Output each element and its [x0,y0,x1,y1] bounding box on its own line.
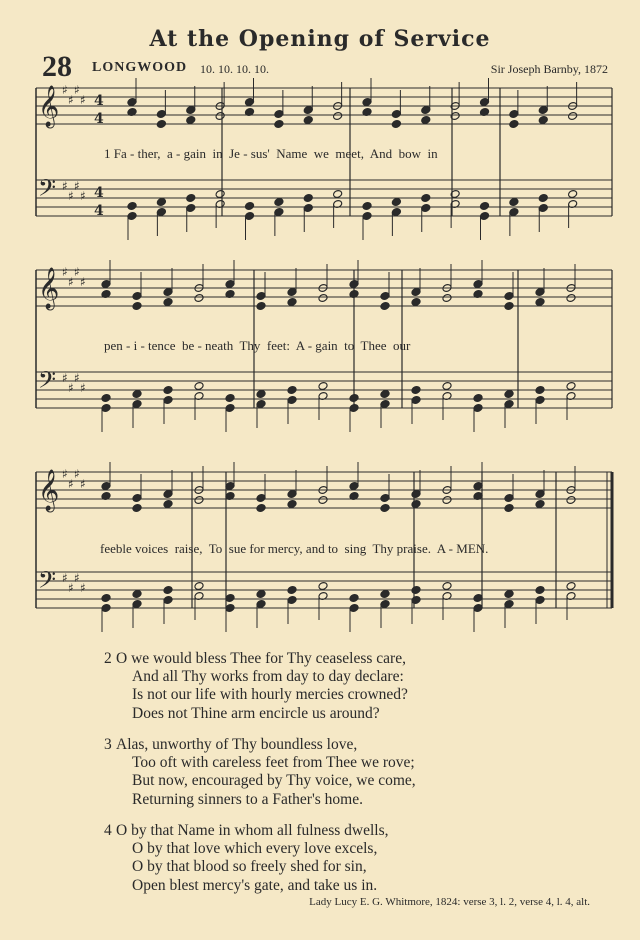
sharp-sign: ♯ [68,189,74,203]
sharp-sign: ♯ [68,477,74,491]
note-head [163,586,173,595]
sharp-sign: ♯ [74,179,80,193]
note-head [442,294,452,303]
note-head [380,390,390,399]
verse-3 [104,736,416,809]
note-head [349,594,359,603]
verse-number: 2 [104,650,112,667]
sharp-sign: ♯ [68,581,74,595]
note-head [535,500,545,509]
verse-line: Does not Thine arm encircle us around? [132,704,380,722]
note-head [566,496,576,505]
verse-line: And all Thy works from day to day declare: [132,668,404,686]
note-head [509,120,519,129]
time-signature: 4 [94,111,104,127]
note-head [380,302,390,311]
verse-line: Open blest mercy's gate, and take us in. [132,876,378,894]
note-head [256,504,266,513]
sharp-sign: ♯ [62,571,68,585]
bass-clef: 𝄢 [38,366,57,399]
note-head [156,198,166,207]
sharp-sign: ♯ [74,83,80,97]
note-head [101,594,111,603]
note-head [244,202,254,211]
note-head [318,382,328,391]
note-head [535,586,545,595]
note-head [287,298,297,307]
note-head [101,394,111,403]
note-head [132,302,142,311]
note-head [132,390,142,399]
treble-clef: 𝄞 [38,268,60,309]
note-head [566,294,576,303]
note-head [509,198,519,207]
note-head [127,202,137,211]
note-head [538,194,548,203]
note-head [215,112,225,121]
lyrics-system-3: feeble voices raise, To sue for mercy, and to sing Thy praise. A - MEN. [100,541,489,556]
verse-line: Returning sinners to a Father's home. [132,790,363,808]
note-head [256,390,266,399]
note-head [132,590,142,599]
note-head [411,386,421,395]
note-head [362,202,372,211]
note-head [318,294,328,303]
sharp-sign: ♯ [74,571,80,585]
note-head [225,394,235,403]
note-head [303,116,313,125]
sharp-sign: ♯ [80,275,86,289]
note-head [473,394,483,403]
verse-line: O by that Name in whom all fulness dwells, [116,822,389,839]
note-head [349,394,359,403]
note-head [504,390,514,399]
note-head [274,198,284,207]
note-head [391,120,401,129]
time-signature: 4 [94,93,104,109]
note-head [535,298,545,307]
hymn-title: At the Opening of Service [149,26,491,52]
verse-line: O by that blood so freely shed for sin, [132,858,367,876]
note-head [380,504,390,513]
note-head [421,116,431,125]
verse-line: Alas, unworthy of Thy boundless love, [116,736,358,753]
sharp-sign: ♯ [80,477,86,491]
note-head [504,302,514,311]
note-head [287,500,297,509]
note-head [566,382,576,391]
hymn-number: 28 [42,50,72,83]
note-head [194,582,204,591]
meter: 10. 10. 10. 10. [200,62,269,76]
note-head [186,116,196,125]
sharp-sign: ♯ [68,275,74,289]
sharp-sign: ♯ [80,381,86,395]
sharp-sign: ♯ [62,371,68,385]
lyrics-system-1: 1 Fa - ther, a - gain in Je - sus' Name we meet, And bow in [104,146,438,161]
treble-clef: 𝄞 [38,470,60,511]
note-head [163,386,173,395]
tune-name: LONGWOOD [92,60,188,75]
sharp-sign: ♯ [80,189,86,203]
note-head [256,590,266,599]
sharp-sign: ♯ [74,467,80,481]
sharp-sign: ♯ [68,381,74,395]
note-head [132,504,142,513]
verse-line: O we would bless Thee for Thy ceaseless care, [116,650,406,667]
sharp-sign: ♯ [80,581,86,595]
note-head [504,590,514,599]
note-head [411,298,421,307]
note-head [380,590,390,599]
sharp-sign: ♯ [74,371,80,385]
note-head [194,294,204,303]
verse-2 [104,650,408,723]
verse-4 [104,822,389,895]
bass-clef: 𝄢 [38,174,57,207]
note-head [568,112,578,121]
note-head [504,504,514,513]
bass-clef: 𝄢 [38,566,57,599]
attribution: Lady Lucy E. G. Whitmore, 1824: verse 3, l. 2, verse 4, l. 4, alt. [309,896,590,908]
lyrics-system-2: pen - i - tence be - neath Thy feet: A - gain to Thee our [104,338,411,353]
note-head [442,582,452,591]
note-head [333,112,343,121]
note-head [163,298,173,307]
composer: Sir Joseph Barnby, 1872 [490,62,608,76]
time-signature: 4 [94,185,104,201]
note-head [318,582,328,591]
verse-number: 4 [104,822,112,839]
note-head [274,120,284,129]
note-head [411,586,421,595]
sharp-sign: ♯ [62,179,68,193]
note-head [333,190,343,199]
note-head [163,500,173,509]
note-head [287,586,297,595]
verse-line: But now, encouraged by Thy voice, we come, [132,772,416,790]
sharp-sign: ♯ [62,265,68,279]
sharp-sign: ♯ [74,265,80,279]
note-head [442,496,452,505]
treble-clef: 𝄞 [38,86,60,127]
note-head [479,202,489,211]
note-head [421,194,431,203]
note-head [186,194,196,203]
note-head [538,116,548,125]
note-head [194,382,204,391]
verse-line: O by that love which every love excels, [132,840,378,858]
note-head [303,194,313,203]
sharp-sign: ♯ [62,83,68,97]
note-head [318,496,328,505]
note-head [442,382,452,391]
sharp-sign: ♯ [68,93,74,107]
time-signature: 4 [94,203,104,219]
sharp-sign: ♯ [80,93,86,107]
note-head [256,302,266,311]
note-head [215,190,225,199]
note-head [391,198,401,207]
verse-number: 3 [104,736,112,753]
note-head [566,582,576,591]
note-head [194,496,204,505]
verse-line: Is not our life with hourly mercies crowned? [132,686,408,704]
note-head [535,386,545,395]
note-head [287,386,297,395]
sharp-sign: ♯ [62,467,68,481]
note-head [411,500,421,509]
verse-line: Too oft with careless feet from Thee we rove; [132,754,415,772]
note-head [568,190,578,199]
note-head [156,120,166,129]
